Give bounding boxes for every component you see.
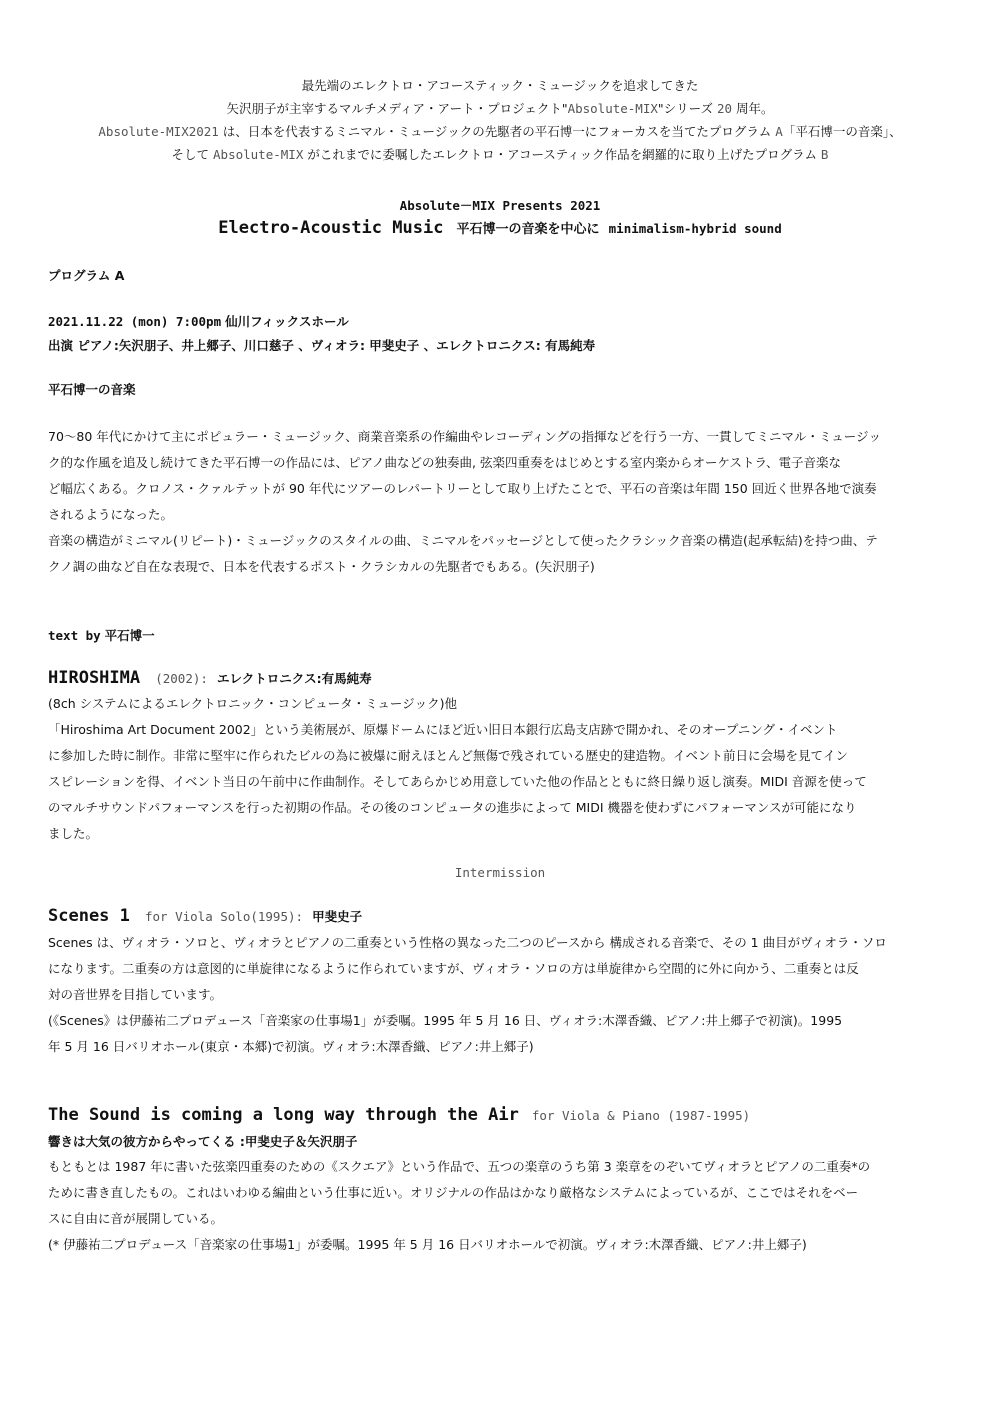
- program-performers: 出演 ピアノ:矢沢朋子、井上郷子、川口慈子 、ヴィオラ: 甲斐史子 、エレクトロニクス: 有馬純寿: [48, 338, 596, 353]
- scenes-title-row: [48, 906, 958, 926]
- scenes-line: 年 5 月 16 日バリオホール(東京・本郷)で初演。ヴィオラ:木澤香織、ピアノ:井上郷子): [48, 1039, 534, 1054]
- hiroshima-year: (2002):: [155, 671, 208, 686]
- scenes-line: (《Scenes》は伊藤祐二プロデュース「音楽家の仕事場1」が委嘱。1995 年 5 月 16 日、ヴィオラ:木澤香織、ピアノ:井上郷子で初演)。1995: [48, 1013, 843, 1028]
- sound-line: スに自由に音が展開している。: [48, 1211, 224, 1226]
- sound-line: ために書き直したもの。これはいわゆる編曲という仕事に近い。オリジナルの作品はかなり厳格なシステムによっているが、ここではそれをベー: [48, 1185, 859, 1200]
- scenes-line: Scenes は、ヴィオラ・ソロと、ヴィオラとピアノの二重奏という性格の異なった二つのピースから 構成される音楽で、その 1 曲目がヴィオラ・ソロ: [48, 935, 887, 950]
- program-date-venue: [48, 312, 958, 330]
- sound-line: もともとは 1987 年に書いた弦楽四重奏のための《スクエア》という作品で、五つの楽章のうち第 3 楽章をのぞいてヴィオラとピアノの二重奏*の: [48, 1159, 871, 1174]
- sound-subtitle-jp: 響きは大気の彼方からやってくる :甲斐史子＆矢沢朋子: [48, 1134, 358, 1149]
- scenes-credit: 甲斐史子: [312, 909, 363, 924]
- music-p1-line: ク的な作風を追及し続けてきた平石博一の作品には、ピアノ曲などの独奏曲, 弦楽四重奏をはじめとする室内楽からオーケストラ、電子音楽な: [48, 455, 841, 470]
- music-p1-line: されるようになった。: [48, 507, 174, 522]
- sound-title: The Sound is coming a long way through the Air: [48, 1105, 519, 1125]
- section-music-body: [48, 424, 958, 580]
- hiroshima-credit: エレクトロニクス:有馬純寿: [217, 671, 372, 686]
- scenes-title: Scenes 1: [48, 906, 130, 926]
- text-by: [48, 626, 958, 644]
- intro-line-1: 最先端のエレクトロ・アコースティック・ミュージックを追求してきた: [301, 78, 699, 93]
- music-p2-line: 音楽の構造がミニマル(リピート)・ミュージックのスタイルの曲、ミニマルをパッセージとして使ったクラシック音楽の構造(起承転結)を持つ曲、テ: [48, 533, 878, 548]
- intermission: Intermission: [454, 865, 546, 880]
- text-by-name: 平石博一: [104, 628, 155, 643]
- scenes-line: 対の音世界を目指しています。: [48, 987, 223, 1002]
- intro-line-3: Absolute-MIX2021 は、日本を代表するミニマル・ミュージックの先駆者の平石博一にフォーカスを当てたプログラム A「平石博一の音楽」、: [98, 124, 902, 139]
- scenes-sub: for Viola Solo(1995):: [144, 909, 304, 924]
- hiroshima-line: に参加した時に制作。非常に堅牢に作られたビルの為に被爆に耐えほとんど無傷で残されている歴史的建造物。イベント前日に会場を見てイン: [48, 748, 849, 763]
- section-music-heading: 平石博一の音楽: [48, 382, 136, 397]
- sound-title-row: [48, 1105, 958, 1125]
- sound-sub: for Viola & Piano (1987-1995): [531, 1108, 751, 1123]
- hiroshima-line: スピレーションを得、イベント当日の午前中に作曲制作。そしてあらかじめ用意していた他の作品とともに終日繰り返し演奏。MIDI 音源を使って: [48, 774, 867, 789]
- event-title-sub: minimalism-hybrid sound: [608, 221, 782, 236]
- text-by-label: text by: [48, 628, 101, 643]
- scenes-line: になります。二重奏の方は意図的に単旋律になるように作られていますが、ヴィオラ・ソロの方は単旋律から空間的に外に向かう、二重奏とは反: [48, 961, 859, 976]
- hiroshima-title-row: [48, 668, 958, 688]
- program-venue: 仙川フィックスホール: [225, 314, 349, 329]
- program-label: プログラム A: [48, 268, 125, 283]
- sound-body: [48, 1154, 958, 1258]
- intro-line-2: 矢沢朋子が主宰するマルチメディア・アート・プロジェクト"Absolute-MIX"シリーズ 20 周年。: [226, 101, 774, 116]
- event-title: [40, 218, 960, 238]
- hiroshima-body: [48, 691, 958, 847]
- hiroshima-line: のマルチサウンドパフォーマンスを行った初期の作品。その後のコンピュータの進歩によって MIDI 機器を使わずにパフォーマンスが可能になり: [48, 800, 857, 815]
- intro-line-4: そして Absolute-MIX がこれまでに委嘱したエレクトロ・アコースティック作品を網羅的に取り上げたプログラム B: [171, 147, 829, 162]
- event-title-jp: 平石博一の音楽を中心に: [456, 222, 600, 237]
- presents-line: Absolute－MIX Presents 2021: [399, 198, 601, 213]
- event-title-en: Electro-Acoustic Music: [218, 218, 444, 238]
- intro-block: [40, 74, 960, 166]
- hiroshima-line: 「Hiroshima Art Document 2002」という美術展が、原爆ドームにほど近い旧日本銀行広島支店跡で開かれ、そのオープニング・イベント: [48, 722, 838, 737]
- hiroshima-title: HIROSHIMA: [48, 668, 141, 688]
- music-p2-line: クノ調の曲など自在な表現で、日本を代表するポスト・クラシカルの先駆者でもある。(矢沢朋子): [48, 559, 595, 574]
- sound-line: (* 伊藤祐二プロデュース「音楽家の仕事場1」が委嘱。1995 年 5 月 16 日バリオホールで初演。ヴィオラ:木澤香織、ピアノ:井上郷子): [48, 1237, 807, 1252]
- music-p1-line: 70～80 年代にかけて主にポピュラー・ミュージック、商業音楽系の作編曲やレコーディングの指揮などを行う一方、一貫してミニマル・ミュージッ: [48, 429, 882, 444]
- scenes-body: [48, 930, 958, 1060]
- hiroshima-sub: (8ch システムによるエレクトロニック・コンピュータ・ミュージック)他: [48, 696, 457, 711]
- program-date: 2021.11.22 (mon) 7:00pm: [48, 314, 222, 329]
- hiroshima-line: ました。: [48, 826, 99, 841]
- music-p1-line: ど幅広くある。クロノス・クァルテットが 90 年代にツアーのレパートリーとして取り上げたことで、平石の音楽は年間 150 回近く世界各地で演奏: [48, 481, 877, 496]
